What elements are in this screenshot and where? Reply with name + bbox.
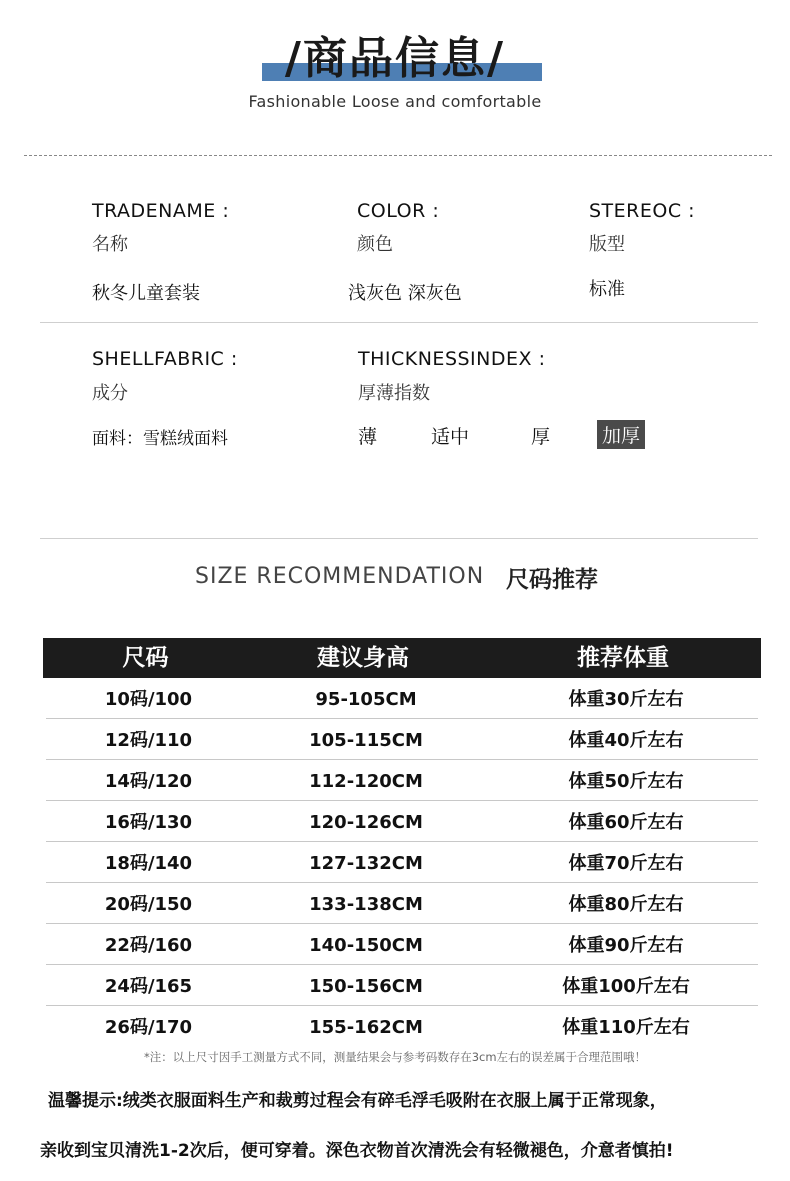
thickness-label-en: THICKNESSINDEX : [358, 348, 546, 370]
size-title-en: SIZE RECOMMENDATION [195, 564, 485, 589]
header-height: 建议身高 [317, 645, 409, 671]
shellfabric-value: 面料：雪糕绒面料 [92, 429, 228, 449]
cell-size: 16码/130 [104, 812, 193, 833]
table-row [46, 760, 758, 801]
cell-height: 112-120CM [309, 771, 423, 792]
page-subtitle: Fashionable Loose and comfortable [248, 92, 542, 111]
cell-size: 24码/165 [104, 976, 193, 997]
table-row [46, 1006, 758, 1046]
thickness-option-medium: 适中 [431, 426, 470, 448]
cell-size: 10码/100 [104, 689, 193, 710]
cell-weight: 体重90斤左右 [568, 935, 684, 956]
cell-weight: 体重100斤左右 [562, 976, 690, 997]
size-table [43, 638, 761, 1046]
divider-dotted [24, 155, 772, 156]
cell-weight: 体重60斤左右 [568, 812, 684, 833]
thickness-option-extra-thick-selected: 加厚 [597, 420, 645, 449]
cell-height: 140-150CM [309, 935, 423, 956]
tradename-label-cn: 名称 [92, 234, 128, 255]
stereo-label-cn: 版型 [589, 234, 625, 255]
stereo-value: 标准 [589, 279, 625, 300]
cell-size: 22码/160 [104, 935, 193, 956]
cell-height: 133-138CM [309, 894, 423, 915]
table-row [46, 924, 758, 965]
cell-height: 95-105CM [315, 689, 417, 710]
tip-line-1: 温馨提示:绒类衣服面料生产和裁剪过程会有碎毛浮毛吸附在衣服上属于正常现象， [48, 1091, 667, 1111]
cell-weight: 体重40斤左右 [568, 730, 684, 751]
shellfabric-label-cn: 成分 [92, 383, 128, 404]
size-table-body [43, 678, 761, 1046]
cell-height: 155-162CM [309, 1017, 423, 1038]
size-note: *注：以上尺寸因手工测量方式不同，测量结果会与参考码数存在3cm左右的误差属于合理范围哦！ [143, 1050, 647, 1064]
cell-size: 26码/170 [104, 1017, 193, 1038]
color-value: 浅灰色 深灰色 [348, 283, 462, 304]
table-row [46, 883, 758, 924]
cell-height: 150-156CM [309, 976, 423, 997]
header-size: 尺码 [122, 645, 169, 671]
thickness-label-cn: 厚薄指数 [358, 383, 430, 404]
thickness-option-thin: 薄 [358, 426, 378, 448]
cell-weight: 体重80斤左右 [568, 894, 684, 915]
table-row [46, 842, 758, 883]
divider-line [40, 322, 758, 323]
shellfabric-label-en: SHELLFABRIC : [92, 348, 238, 370]
table-row [46, 719, 758, 760]
cell-height: 127-132CM [309, 853, 423, 874]
divider-line [40, 538, 758, 539]
cell-height: 120-126CM [309, 812, 423, 833]
table-row [46, 965, 758, 1006]
table-row [46, 801, 758, 842]
header [0, 0, 790, 150]
cell-size: 20码/150 [104, 894, 193, 915]
color-label-en: COLOR : [357, 200, 440, 222]
tip-line-2: 亲收到宝贝清洗1-2次后，便可穿着。深色衣物首次清洗会有轻微褪色，介意者慎拍! [40, 1141, 674, 1161]
thickness-option-thick: 厚 [531, 426, 551, 448]
cell-size: 18码/140 [104, 853, 193, 874]
cell-height: 105-115CM [309, 730, 423, 751]
table-row [46, 678, 758, 719]
size-title-cn: 尺码推荐 [506, 567, 598, 593]
tradename-value: 秋冬儿童套装 [92, 283, 200, 304]
cell-weight: 体重70斤左右 [568, 853, 684, 874]
header-weight: 推荐体重 [577, 645, 669, 671]
stereo-label-en: STEREOC : [589, 200, 696, 222]
cell-weight: 体重30斤左右 [568, 689, 684, 710]
color-label-cn: 颜色 [357, 234, 393, 255]
tradename-label-en: TRADENAME : [92, 200, 230, 222]
size-table-header [43, 638, 761, 678]
page-title: /商品信息/ [284, 33, 506, 84]
cell-weight: 体重110斤左右 [562, 1017, 690, 1038]
cell-size: 14码/120 [104, 771, 193, 792]
cell-weight: 体重50斤左右 [568, 771, 684, 792]
cell-size: 12码/110 [104, 730, 193, 751]
